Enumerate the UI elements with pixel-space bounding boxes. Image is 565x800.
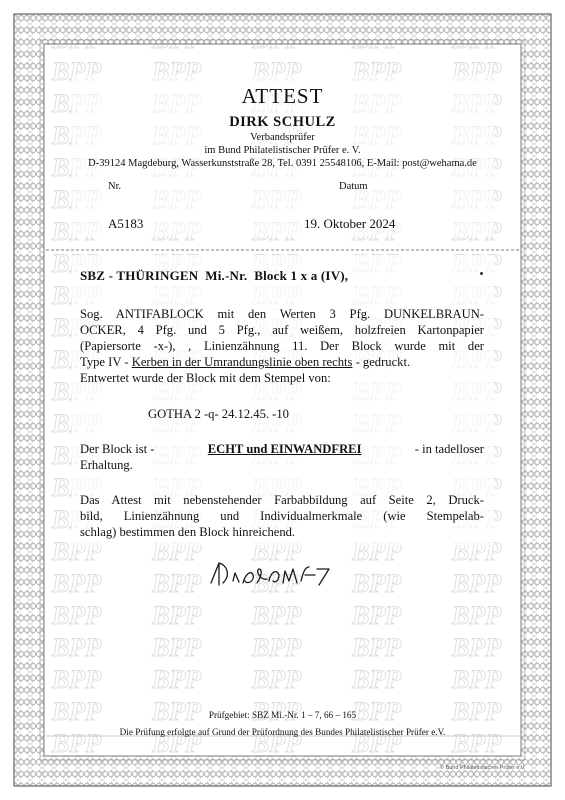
certificate-date: 19. Oktober 2024	[304, 216, 396, 231]
examiner-role: Verbandsprüfer	[250, 132, 315, 143]
verdict-result: ECHT und EINWANDFREI	[207, 442, 362, 456]
type-suffix: - gedruckt.	[355, 355, 411, 369]
description-line-2: OCKER, 4 Pfg. und 5 Pfg., auf weißem, holzfreien Kartonpapier	[80, 323, 484, 337]
nr-label: Nr.	[108, 181, 122, 192]
cancellation: GOTHA 2 -q- 24.12.45. -10	[148, 407, 289, 421]
certificate-number: A5183	[108, 216, 144, 231]
description-line-4	[80, 354, 484, 370]
type-feature: Kerben in der Umrandungslinie oben rechts	[131, 355, 353, 369]
description-line-1: Sog. ANTIFABLOCK mit den Werten 3 Pfg. DUNKELBRAUN-	[80, 307, 484, 321]
examiner-name: DIRK SCHULZ	[229, 114, 336, 130]
note-line-3: schlag) bestimmen den Block hinreichend.	[80, 525, 296, 539]
stamp-heading: SBZ - THÜRINGEN Mi.-Nr. Block 1 x a (IV),	[80, 268, 349, 283]
date-label: Datum	[339, 181, 368, 192]
note-line-2: bild, Linienzähnung und Individualmerkmale (wie Stempelab-	[80, 509, 484, 523]
examination-scope: Prüfgebiet: SBZ Mi.-Nr. 1 – 7, 66 – 165	[208, 710, 357, 720]
certificate-title: ATTEST	[241, 84, 324, 108]
verdict-prefix: Der Block ist -	[80, 442, 155, 456]
handwritten-signature	[205, 553, 355, 593]
note-line-1: Das Attest mit nebenstehender Farbabbildung auf Seite 2, Druck-	[80, 493, 484, 507]
examiner-address: D-39124 Magdeburg, Wasserkunststraße 28, Tel. 0391 25548106, E-Mail: post@wehama.de	[88, 158, 477, 169]
verdict-line	[80, 441, 484, 457]
verdict-line-2: Erhaltung.	[80, 458, 133, 472]
copyright-note: © Bund Philatelistischer Prüfer e.V.	[440, 765, 526, 771]
description-line-3: (Papiersorte -x-), , Linienzähnung 11. Der Block wurde mit der	[80, 339, 484, 353]
type-prefix: Type IV -	[80, 355, 129, 369]
examination-basis: Die Prüfung erfolgte auf Grund der Prüfordnung des Bundes Philatelistischer Prüfer e.V.	[119, 727, 446, 737]
ink-dot	[480, 272, 483, 275]
verdict-suffix: - in tadelloser	[414, 442, 484, 456]
description-line-5: Entwertet wurde der Block mit dem Stempel von:	[80, 371, 331, 385]
examiner-association: im Bund Philatelistischer Prüfer e. V.	[204, 145, 361, 156]
